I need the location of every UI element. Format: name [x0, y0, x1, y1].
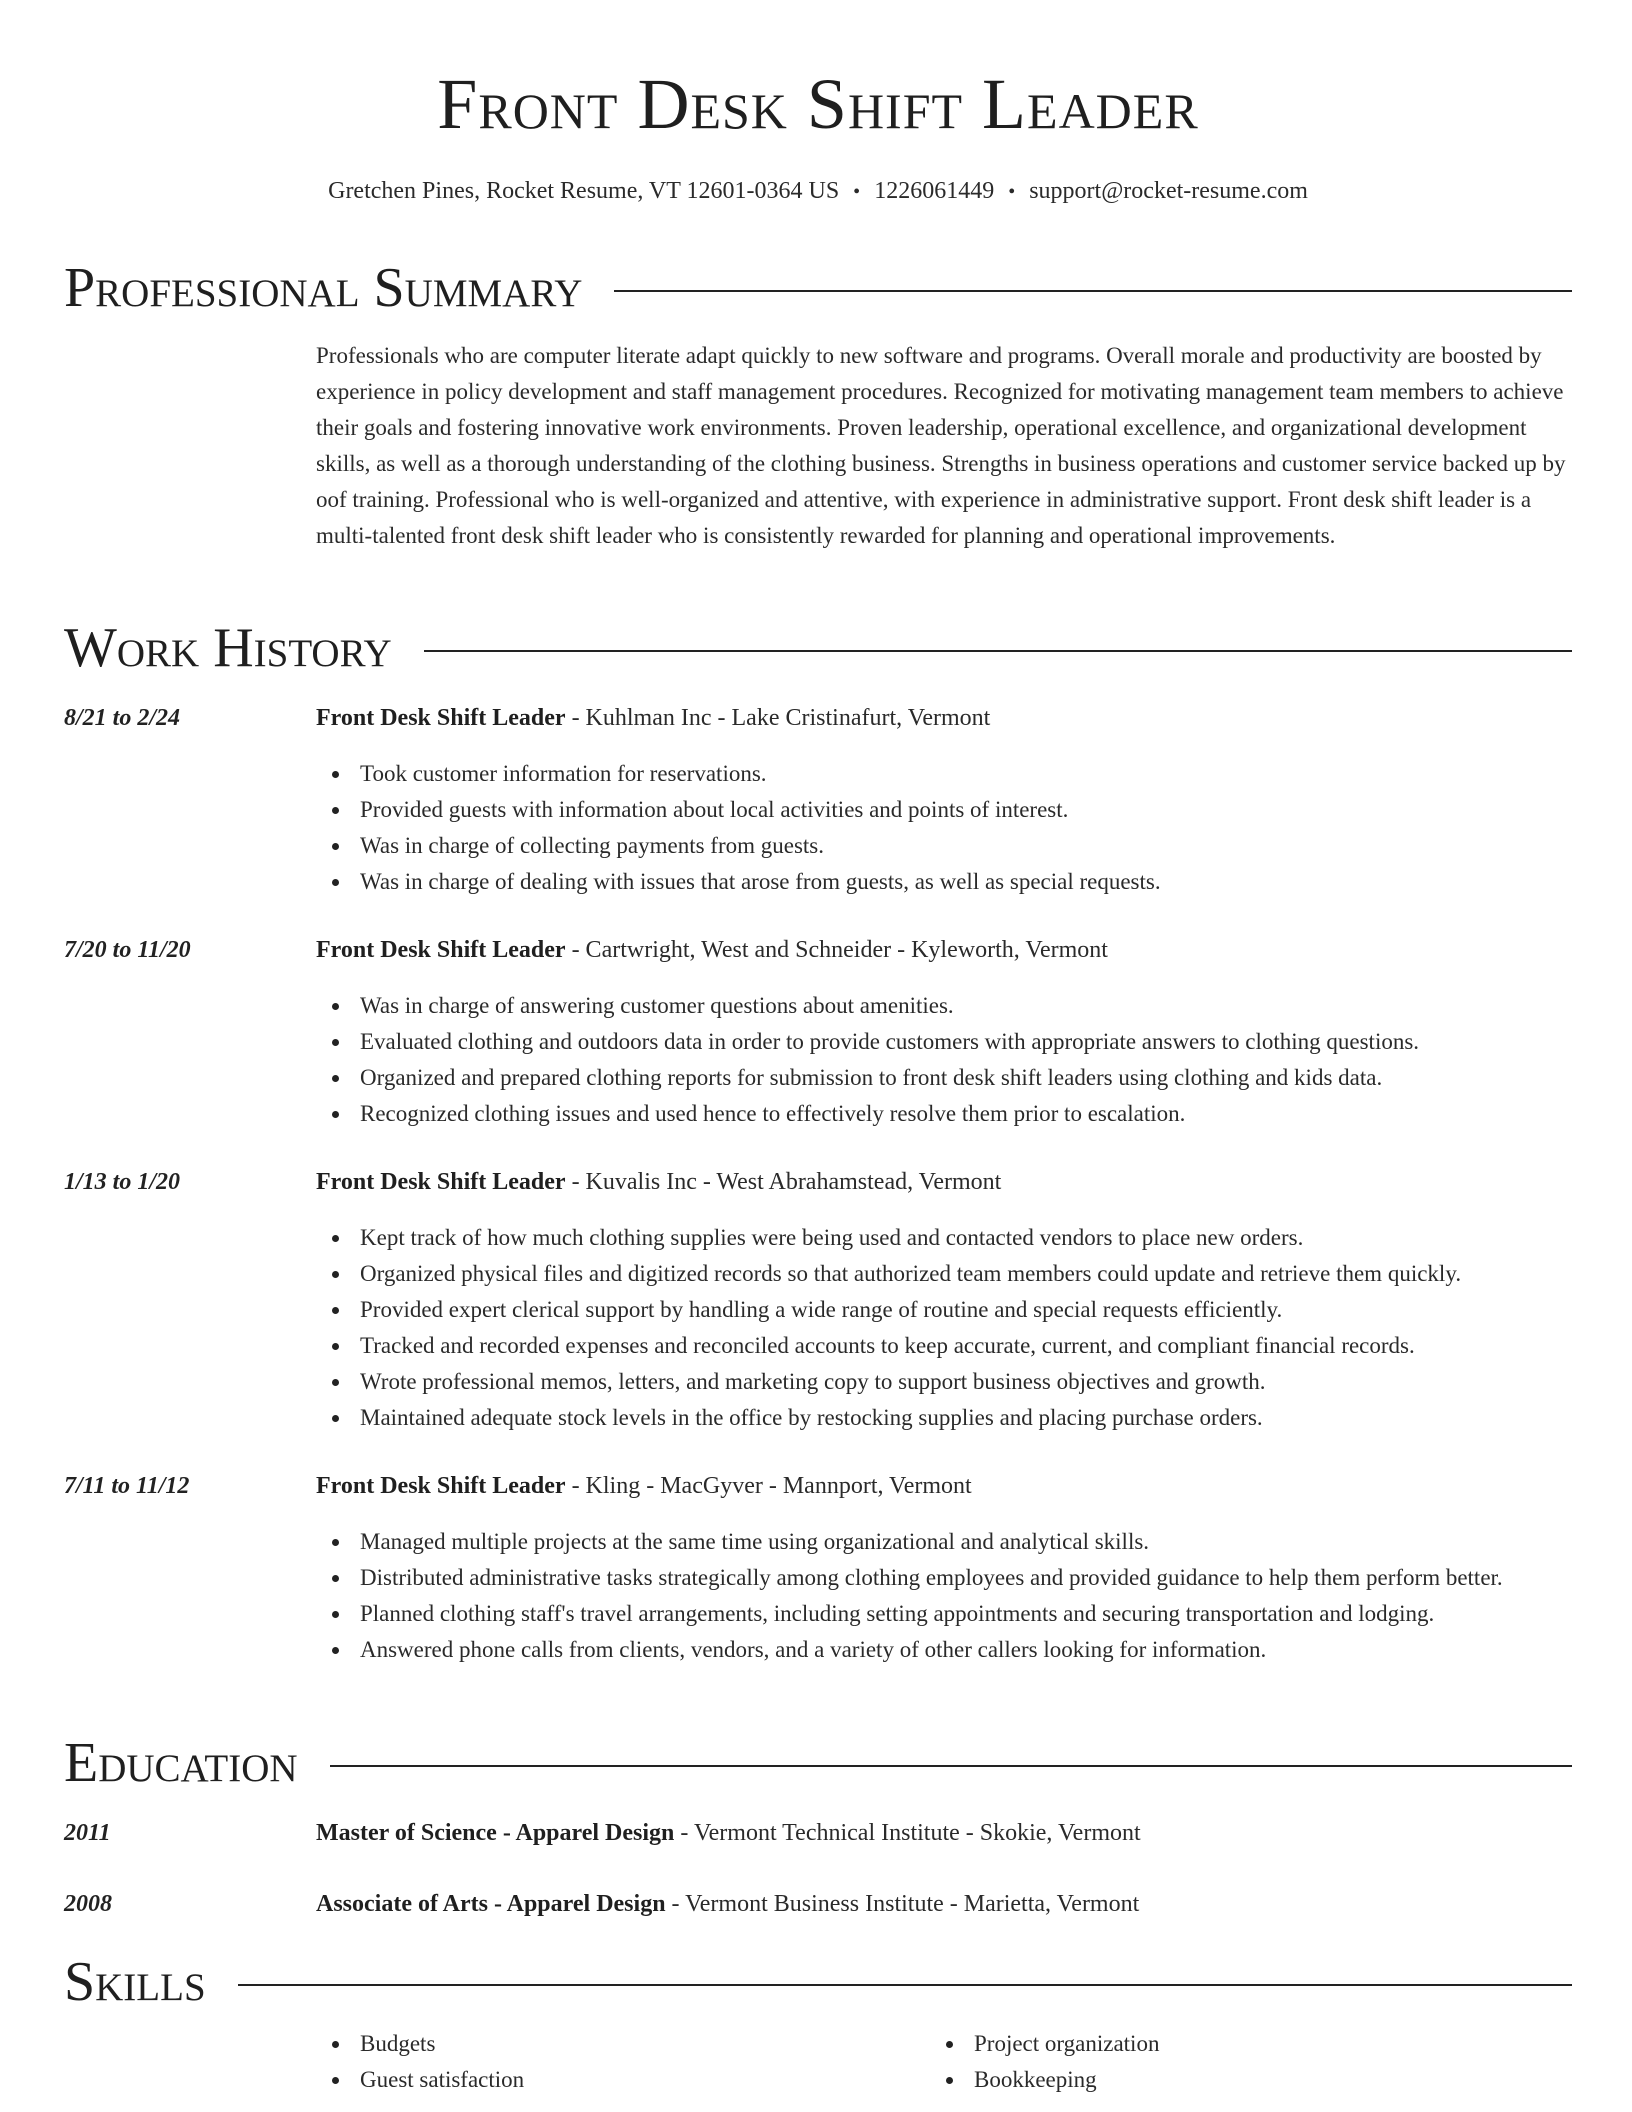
summary-section-header: [64, 258, 1572, 318]
section-title: Work History: [64, 617, 392, 679]
skill-item: Budgets: [360, 2026, 1618, 2062]
job-dates: 8/21 to 2/24: [64, 705, 181, 731]
list-item: Was in charge of collecting payments from guests.: [360, 828, 1618, 864]
list-item: Took customer information for reservations.: [360, 756, 1618, 792]
job-role: Front Desk Shift Leader: [316, 1169, 566, 1195]
education-details: - Vermont Business Institute - Marietta, Vermont: [665, 1891, 1140, 1917]
education-year: 2008: [64, 1891, 112, 1917]
list-item: Provided expert clerical support by handling a wide range of routine and special requests efficiently.: [360, 1292, 1618, 1328]
job-role: Front Desk Shift Leader: [316, 1473, 566, 1499]
job-title: [316, 1469, 1574, 1503]
contact-separator: •: [853, 181, 861, 203]
job-details: - Kuhlman Inc - Lake Cristinafurt, Vermont: [565, 705, 991, 731]
contact-separator: •: [1008, 181, 1016, 203]
job-title: [316, 933, 1574, 967]
skill-item: Guest satisfaction: [360, 2062, 1618, 2098]
list-item: Recognized clothing issues and used hence to effectively resolve them prior to escalation.: [360, 1096, 1618, 1132]
job-title: [316, 1165, 1574, 1199]
list-item: Evaluated clothing and outdoors data in order to provide customers with appropriate answers to clothing questions.: [360, 1024, 1618, 1060]
contact-phone: 1226061449: [874, 178, 995, 204]
list-item: Answered phone calls from clients, vendors, and a variety of other callers looking for information.: [360, 1632, 1618, 1668]
skills-section-header: [64, 1952, 1572, 2012]
education-section-header: [64, 1733, 1572, 1793]
list-item: Distributed administrative tasks strategically among clothing employees and provided guidance to help them perform better.: [360, 1560, 1618, 1596]
section-title: Education: [64, 1732, 298, 1794]
list-item: Tracked and recorded expenses and reconciled accounts to keep accurate, current, and compliant financial records.: [360, 1328, 1618, 1364]
education-entry: [316, 1887, 1574, 1921]
education-entry: [316, 1816, 1574, 1850]
list-item: Was in charge of answering customer questions about amenities.: [360, 988, 1618, 1024]
list-item: Provided guests with information about local activities and points of interest.: [360, 792, 1618, 828]
list-item: Maintained adequate stock levels in the office by restocking supplies and placing purchase orders.: [360, 1400, 1618, 1436]
job-details: - Kling - MacGyver - Mannport, Vermont: [565, 1473, 972, 1499]
skill-item: Project organization: [974, 2026, 1632, 2062]
job-dates: 1/13 to 1/20: [64, 1169, 181, 1195]
job-bullets: [316, 756, 1618, 900]
section-divider: [424, 650, 1572, 652]
work-history-section-header: [64, 618, 1572, 678]
section-title: Professional Summary: [64, 257, 583, 319]
job-role: Front Desk Shift Leader: [316, 937, 566, 963]
list-item: Wrote professional memos, letters, and marketing copy to support business objectives and growth.: [360, 1364, 1618, 1400]
section-divider: [238, 1984, 1572, 1986]
list-item: Planned clothing staff's travel arrangements, including setting appointments and securing transportation and lodging.: [360, 1596, 1618, 1632]
resume-title: Front Desk Shift Leader: [437, 64, 1199, 144]
list-item: Kept track of how much clothing supplies were being used and contacted vendors to place new orders.: [360, 1220, 1618, 1256]
job-details: - Cartwright, West and Schneider - Kyleworth, Vermont: [565, 937, 1108, 963]
skills-list-right: [930, 2026, 1632, 2098]
list-item: Organized and prepared clothing reports for submission to front desk shift leaders using clothing and kids data.: [360, 1060, 1618, 1096]
summary-text: Professionals who are computer literate adapt quickly to new software and programs. Overall morale and productivity are boosted by experience in policy development and staff management procedures. Recognized for motivating management team members to achieve their goals and fostering innovative work environments. Proven leadership, operational excellence, and organizational development skills, as well as a thorough understanding of the clothing business. Strengths in business operations and customer service backed up by oof training. Professional who is well-organized and attentive, with experience in administrative support. Front desk shift leader is a multi-talented front desk shift leader who is consistently rewarded for planning and operational improvements.: [316, 343, 1566, 548]
education-details: - Vermont Technical Institute - Skokie, Vermont: [674, 1820, 1141, 1846]
job-dates: 7/20 to 11/20: [64, 937, 191, 963]
list-item: Managed multiple projects at the same time using organizational and analytical skills.: [360, 1524, 1618, 1560]
contact-address: Gretchen Pines, Rocket Resume, VT 12601-0364 US: [328, 178, 840, 204]
job-bullets: [316, 1524, 1618, 1668]
education-degree: Master of Science - Apparel Design: [316, 1820, 675, 1846]
job-bullets: [316, 988, 1618, 1132]
skill-item: Bookkeeping: [974, 2062, 1632, 2098]
job-details: - Kuvalis Inc - West Abrahamstead, Vermont: [565, 1169, 1002, 1195]
job-role: Front Desk Shift Leader: [316, 705, 566, 731]
section-divider: [330, 1765, 1572, 1767]
contact-email[interactable]: support@rocket-resume.com: [1029, 178, 1308, 204]
education-year: 2011: [64, 1820, 111, 1846]
list-item: Was in charge of dealing with issues that arose from guests, as well as special requests.: [360, 864, 1618, 900]
job-dates: 7/11 to 11/12: [64, 1473, 190, 1499]
contact-line: [64, 174, 1572, 209]
section-title: Skills: [64, 1951, 206, 2013]
section-divider: [614, 290, 1572, 292]
list-item: Organized physical files and digitized records so that authorized team members could update and retrieve them quickly.: [360, 1256, 1618, 1292]
job-bullets: [316, 1220, 1618, 1436]
job-title: [316, 701, 1574, 735]
education-degree: Associate of Arts - Apparel Design: [316, 1891, 666, 1917]
